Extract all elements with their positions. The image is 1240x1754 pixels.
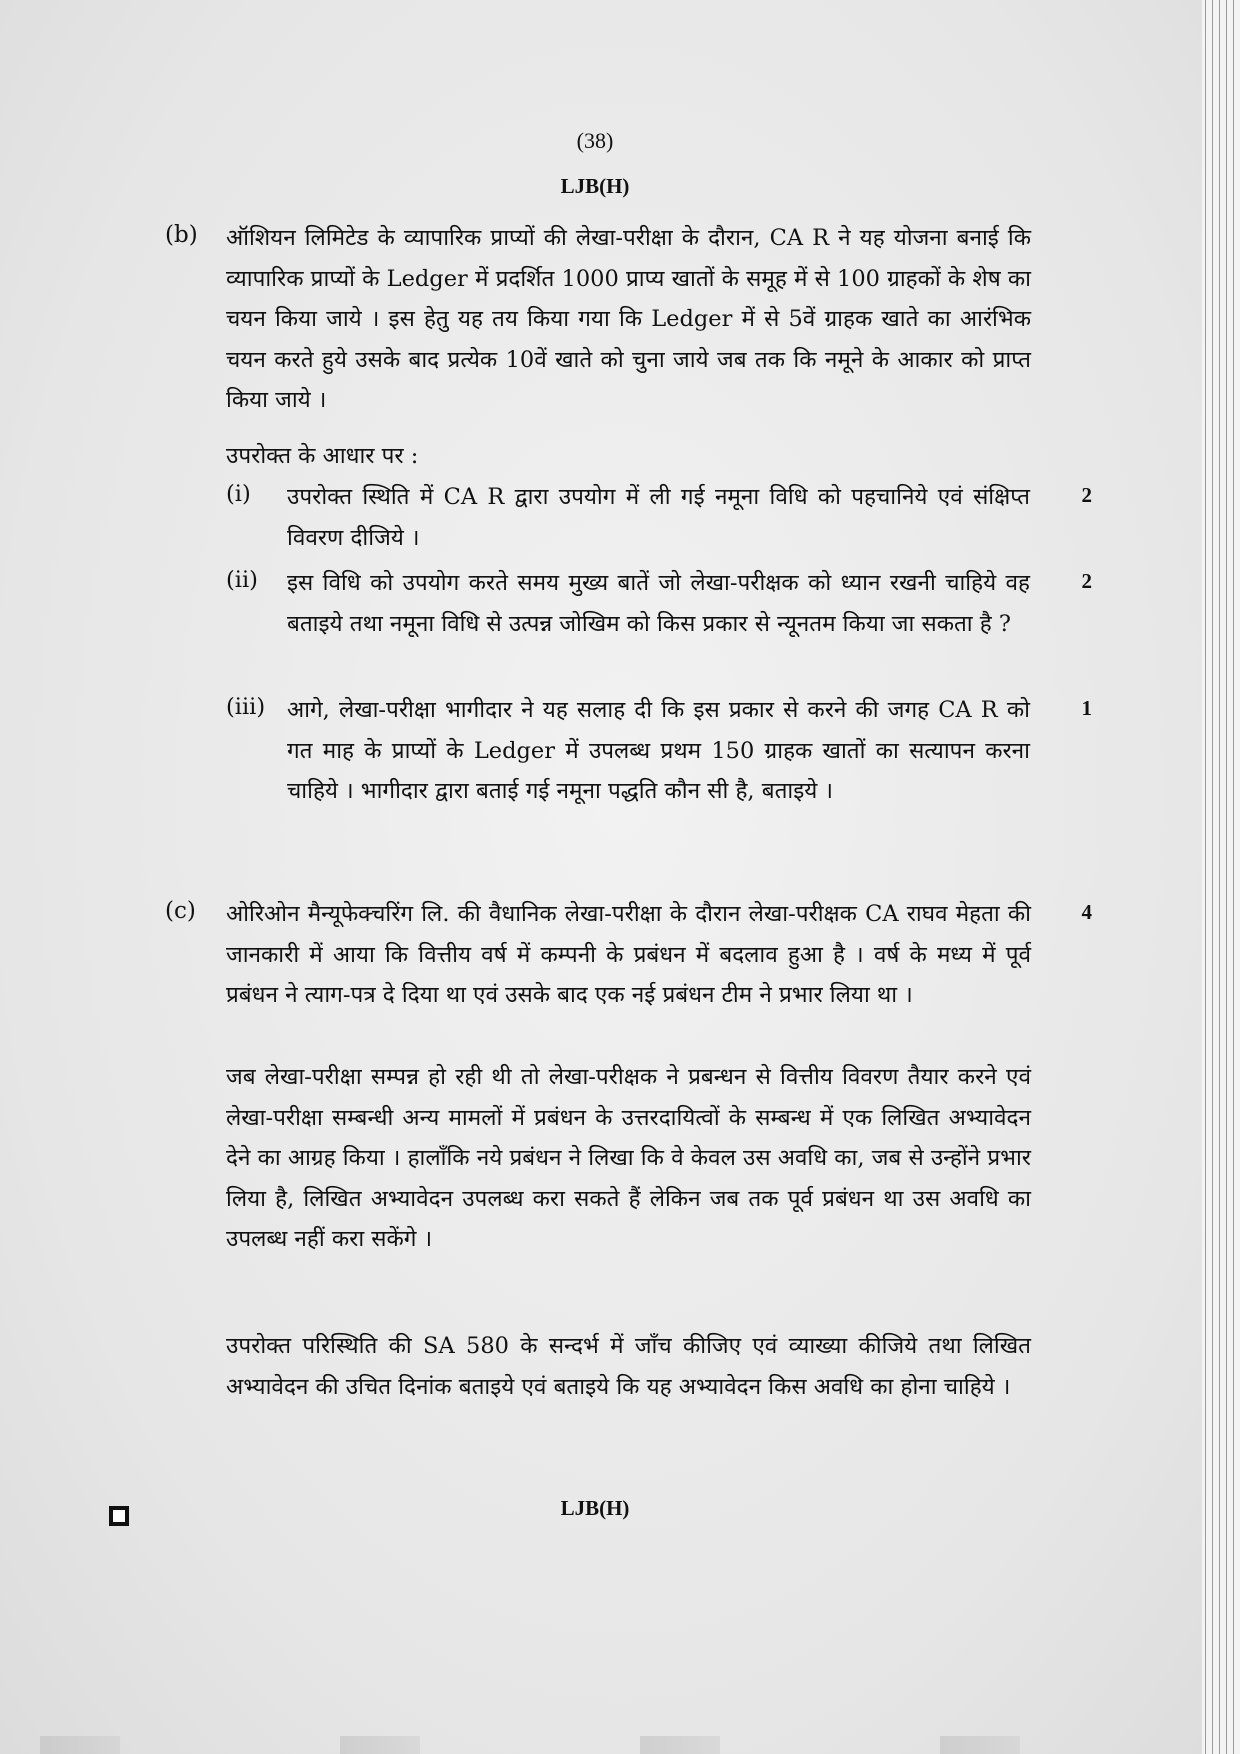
item-text: उपरोक्त स्थिति में CA R द्वारा उपयोग में ली गई नमूना विधि को पहचानिये एवं संक्षिप्त विवरण दीजिये । (287, 484, 1030, 551)
part-c-para3: उपरोक्त परिस्थिति की SA 580 के सन्दर्भ में जाँच कीजिए एवं व्याख्या कीजिये तथा लिखित अभ्यावेदन की उचित दिनांक बताइये एवं बताइये कि यह अभ्यावेदन किस अवधि का होना चाहिये । (226, 1333, 1031, 1400)
part-b-intro: उपरोक्त के आधार पर : (226, 443, 419, 469)
part-c-label: (c) (165, 898, 196, 924)
part-c-para1: ओरिओन मैन्यूफेक्चरिंग लि. की वैधानिक लेखा-परीक्षा के दौरान लेखा-परीक्षक CA राघव मेहता की जानकारी में आया कि वित्तीय वर्ष में कम्पनी के प्रबंधन में बदलाव हुआ है । वर्ष के मध्य में पूर्व प्रबंधन ने त्याग-पत्र दे दिया था एवं उसके बाद एक नई प्रबंधन टीम ने प्रभार लिया था । (226, 901, 1031, 1008)
item-marks: 2 (1081, 569, 1092, 593)
item-text: आगे, लेखा-परीक्षा भागीदार ने यह सलाह दी कि इस प्रकार से करने की जगह CA R को गत माह के प्राप्यों के Ledger में उपलब्ध प्रथम 150 ग्राहक खातों का सत्यापन करना चाहिये । भागीदार द्वारा बताई गई नमूना पद्धति कौन सी है, बताइये । (287, 697, 1030, 804)
item-label: (iii) (226, 694, 266, 720)
item-text: इस विधि को उपयोग करते समय मुख्य बातें जो लेखा-परीक्षक को ध्यान रखनी चाहिये वह बताइये तथा नमूना विधि से उत्पन्न जोखिम को किस प्रकार से न्यूनतम किया जा सकता है ? (287, 570, 1030, 637)
item-marks: 1 (1081, 696, 1092, 720)
item-label: (i) (226, 481, 251, 507)
paper-code-bottom: LJB(H) (560, 1496, 630, 1520)
scan-smudge (0, 1736, 1202, 1754)
part-c-para2: जब लेखा-परीक्षा सम्पन्न हो रही थी तो लेखा-परीक्षक ने प्रबन्धन से वित्तीय विवरण तैयार करने एवं लेखा-परीक्षा सम्बन्धी अन्य मामलों में प्रबंधन के उत्तरदायित्वों के सम्बन्ध में एक लिखित अभ्यावेदन देने का आग्रह किया । हालाँकि नये प्रबंधन ने लिखा कि वे केवल उस अवधि का, जब से उन्होंने प्रभार लिया है, लिखित अभ्यावेदन उपलब्ध करा सकते हैं लेकिन जब तक पूर्व प्रबंधन था उस अवधि का उपलब्ध नहीं करा सकेंगे । (226, 1064, 1031, 1252)
page-number: (38) (576, 128, 614, 153)
item-label: (ii) (226, 567, 258, 593)
part-c-marks: 4 (1081, 900, 1092, 924)
item-marks: 2 (1081, 483, 1092, 507)
part-b-label: (b) (165, 222, 198, 248)
paper-code-top: LJB(H) (560, 174, 630, 198)
page-edge-stripes (1202, 0, 1240, 1754)
part-b-text: ऑशियन लिमिटेड के व्यापारिक प्राप्यों की लेखा-परीक्षा के दौरान, CA R ने यह योजना बनाई कि व्यापारिक प्राप्यों के Ledger में प्रदर्शित 1000 प्राप्य खातों के समूह में से 100 ग्राहकों के शेष का चयन किया जाये । इस हेतु यह तय किया गया कि Ledger में से 5वें ग्राहक खाते का आरंभिक चयन करते हुये उसके बाद प्रत्येक 10वें खाते को चुना जाये जब तक कि नमूने के आकार को प्राप्त किया जाये । (226, 225, 1031, 413)
